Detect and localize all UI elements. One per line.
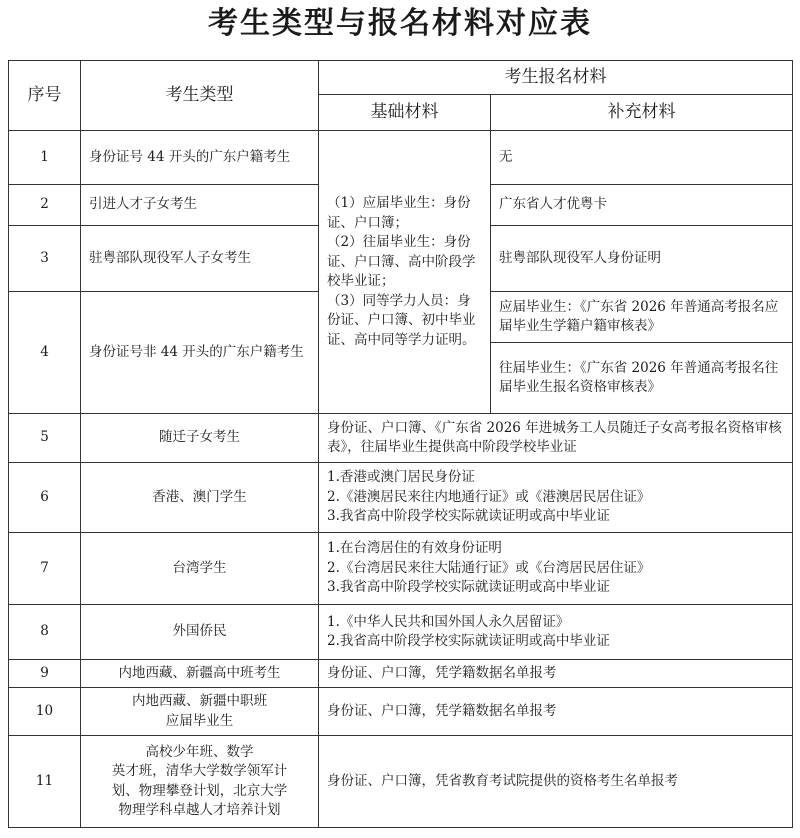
table-row bbox=[9, 660, 793, 688]
basic-item: （1）应届毕业生：身份证、户口簿； bbox=[327, 195, 471, 231]
supplement-past-graduate: 往届毕业生：《广东省 2026 年普通高考报名往届毕业生报名资格审核表》 bbox=[499, 359, 779, 395]
table-row bbox=[9, 463, 793, 533]
row-materials bbox=[319, 463, 793, 533]
material-item: 3.我省高中阶段学校实际就读证明或高中毕业证 bbox=[327, 579, 610, 596]
row-materials bbox=[319, 688, 793, 736]
header-supplement: 补充材料 bbox=[491, 95, 793, 131]
type-line: 高校少年班、数学 bbox=[145, 743, 254, 760]
row-type: 随迁子女考生 bbox=[81, 414, 319, 463]
row-seq: 10 bbox=[9, 688, 81, 736]
row-seq: 7 bbox=[9, 533, 81, 605]
basic-item: （3）同等学力人员：身份证、户口簿、初中毕业证、高中同等学力证明。 bbox=[327, 292, 476, 348]
header-seq: 序号 bbox=[9, 61, 81, 131]
row-materials bbox=[319, 660, 793, 688]
row-seq: 11 bbox=[9, 736, 81, 828]
row-seq: 6 bbox=[9, 463, 81, 533]
row-type: 外国侨民 bbox=[81, 605, 319, 660]
type-line: 物理学科卓越人才培养计划 bbox=[118, 802, 281, 818]
row-supplement: 无 bbox=[491, 131, 793, 185]
table-row bbox=[9, 533, 793, 605]
material-item: 身份证、户口簿，凭学籍数据名单报考 bbox=[327, 702, 557, 719]
row-type: 身份证号 44 开头的广东户籍考生 bbox=[81, 131, 319, 185]
material-item: 身份证、户口簿、《广东省 2026 年进城务工人员随迁子女高考报名资格审核表》，往届毕业生提供高中阶段学校毕业证 bbox=[327, 419, 782, 455]
row-seq: 1 bbox=[9, 131, 81, 185]
header-materials: 考生报名材料 bbox=[319, 61, 793, 95]
row-type: 香港、澳门学生 bbox=[81, 463, 319, 533]
row-type: 内地西藏、新疆高中班考生 bbox=[81, 660, 319, 688]
row-seq: 4 bbox=[9, 292, 81, 414]
row-supplement: 驻粤部队现役军人身份证明 bbox=[491, 226, 793, 292]
basic-item: （2）往届毕业生：身份证、户口簿、高中阶段学校毕业证； bbox=[327, 234, 476, 289]
material-item: 身份证、户口簿，凭省教育考试院提供的资格考生名单报考 bbox=[327, 772, 678, 789]
supplement-fresh-graduate: 应届毕业生：《广东省 2026 年普通高考报名应届毕业生学籍户籍审核表》 bbox=[499, 298, 779, 334]
type-line: 英才班，清华大学数学领军计 bbox=[111, 763, 288, 779]
table-row bbox=[9, 736, 793, 828]
type-line: 内地西藏、新疆中职班 bbox=[132, 693, 267, 709]
header-type: 考生类型 bbox=[81, 61, 319, 131]
row-type: 身份证号非 44 开头的广东户籍考生 bbox=[81, 292, 319, 414]
row-type bbox=[81, 736, 319, 828]
row-seq: 9 bbox=[9, 660, 81, 688]
row-seq: 3 bbox=[9, 226, 81, 292]
row-materials bbox=[319, 605, 793, 660]
row-seq: 5 bbox=[9, 414, 81, 463]
row-seq: 2 bbox=[9, 185, 81, 226]
type-line: 划、物理攀登计划，北京大学 bbox=[111, 782, 288, 799]
material-item: 2.《台湾居民来往大陆通行证》或《台湾居民居住证》 bbox=[327, 559, 651, 576]
table-row bbox=[9, 414, 793, 463]
material-item: 1.《中华人民共和国外国人永久居留证》 bbox=[327, 613, 570, 630]
material-item: 2.我省高中阶段学校实际就读证明或高中毕业证 bbox=[327, 633, 610, 649]
row-materials bbox=[319, 736, 793, 828]
table-row bbox=[9, 131, 793, 185]
row-materials bbox=[319, 414, 793, 463]
row-supplement: 广东省人才优粤卡 bbox=[491, 185, 793, 226]
row-type: 台湾学生 bbox=[81, 533, 319, 605]
material-item: 2.《港澳居民来往内地通行证》或《港澳居民居住证》 bbox=[327, 488, 651, 505]
material-item: 1.香港或澳门居民身份证 bbox=[327, 469, 475, 486]
row-supplement-split bbox=[491, 292, 793, 414]
row-type: 驻粤部队现役军人子女考生 bbox=[81, 226, 319, 292]
table-row bbox=[9, 688, 793, 736]
row-type bbox=[81, 688, 319, 736]
row-seq: 8 bbox=[9, 605, 81, 660]
material-item: 身份证、户口簿，凭学籍数据名单报考 bbox=[327, 664, 557, 681]
page-title: 考生类型与报名材料对应表 bbox=[208, 6, 592, 41]
row-type: 引进人才子女考生 bbox=[81, 185, 319, 226]
basic-materials-cell bbox=[319, 131, 491, 414]
materials-table bbox=[8, 60, 793, 828]
table-row bbox=[9, 605, 793, 660]
material-item: 1.在台湾居住的有效身份证明 bbox=[327, 540, 502, 557]
row-materials bbox=[319, 533, 793, 605]
material-item: 3.我省高中阶段学校实际就读证明或高中毕业证 bbox=[327, 508, 610, 525]
header-basic: 基础材料 bbox=[319, 95, 491, 131]
type-line: 应届毕业生 bbox=[165, 712, 234, 729]
